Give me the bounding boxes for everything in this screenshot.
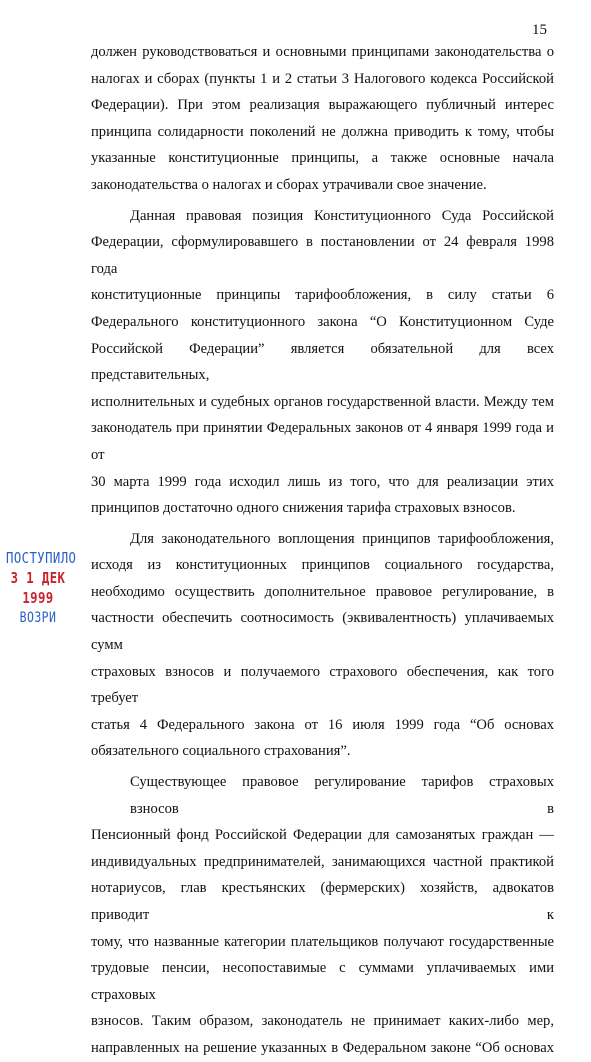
text-line: Российской Федерации” является обязательной для всех представительных,	[91, 340, 554, 384]
text-line: Пенсионный фонд Российской Федерации для самозанятых граждан —	[91, 827, 554, 844]
text-line: тому, что названные категории плательщиков получают государственные	[91, 933, 554, 950]
text-line: страховых взносов и получаемого страхового обеспечения, как того требует	[91, 663, 554, 707]
text-line: Федерации). При этом реализация выражающего публичный интерес	[91, 97, 554, 114]
text-line: нотариусов, глав крестьянских (фермерских) хозяйств, адвокатов приводит к	[91, 880, 554, 923]
text-line: принципов достаточно одного снижения тарифа страховых взносов.	[91, 500, 516, 517]
text-line: налогах и сборах (пункты 1 и 2 статьи 3 Налогового кодекса Российской	[91, 70, 554, 87]
page-number: 15	[532, 22, 547, 38]
paragraph-4	[91, 769, 554, 1062]
stamp-department: ВОЗРИ	[19, 610, 57, 626]
text-line: Данная правовая позиция Конституционного Суда Российской	[130, 207, 554, 224]
text-line: Федерации, сформулировавшего в постановлении от 24 февраля 1998 года	[91, 234, 554, 277]
text-line: взносов. Таким образом, законодатель не принимает каких-либо мер,	[91, 1013, 554, 1030]
text-line: конституционные принципы тарифообложения, в силу статьи 6	[91, 287, 554, 304]
text-line: должен руководствоваться и основными принципами законодательства о	[91, 44, 554, 60]
text-line: необходимо осуществить дополнительное правовое регулирование, в	[91, 583, 554, 600]
text-line: указанные конституционные принципы, а также основные начала	[91, 150, 554, 167]
text-line: Для законодательного воплощения принципов тарифообложения,	[130, 530, 554, 547]
text-line: законодательства о налогах и сборах утрачивали свое значение.	[91, 176, 487, 193]
text-line: Федерального конституционного закона “О Конституционном Суде	[91, 313, 554, 330]
text-line: обязательного социального страхования”.	[91, 743, 351, 760]
text-line: законодатель при принятии Федеральных законов от 4 января 1999 года и от	[91, 420, 554, 463]
text-line: трудовые пенсии, несопоставимые с суммами уплачиваемых ими страховых	[91, 960, 554, 1003]
stamp-date: 3 1 ДЕК 1999	[10, 569, 66, 607]
paragraph-1	[91, 39, 554, 199]
text-line: Существующее правовое регулирование тарифов страховых взносов в	[130, 774, 554, 817]
text-line: принципа солидарности поколений не должна приводить к тому, чтобы	[91, 123, 554, 140]
text-line: индивидуальных предпринимателей, занимающихся частной практикой	[91, 853, 554, 870]
text-line: 30 марта 1999 года исходил лишь из того, что для реализации этих	[91, 473, 554, 490]
paragraph-3	[91, 526, 554, 765]
paragraph-2	[91, 203, 554, 522]
text-line: частности обеспечить соотносимость (эквивалентность) уплачиваемых сумм	[91, 610, 554, 654]
text-line: исходя из конституционных принципов социального государства,	[91, 557, 554, 574]
stamp-received-label: ПОСТУПИЛО	[6, 549, 77, 567]
text-line: направленных на решение указанных в Федеральном законе “Об основах	[91, 1039, 554, 1056]
text-line: исполнительных и судебных органов государственной власти. Между тем	[91, 393, 554, 410]
received-stamp	[6, 548, 77, 628]
document-body	[91, 39, 554, 1062]
text-line: статья 4 Федерального закона от 16 июля 1999 года “Об основах	[91, 716, 554, 733]
